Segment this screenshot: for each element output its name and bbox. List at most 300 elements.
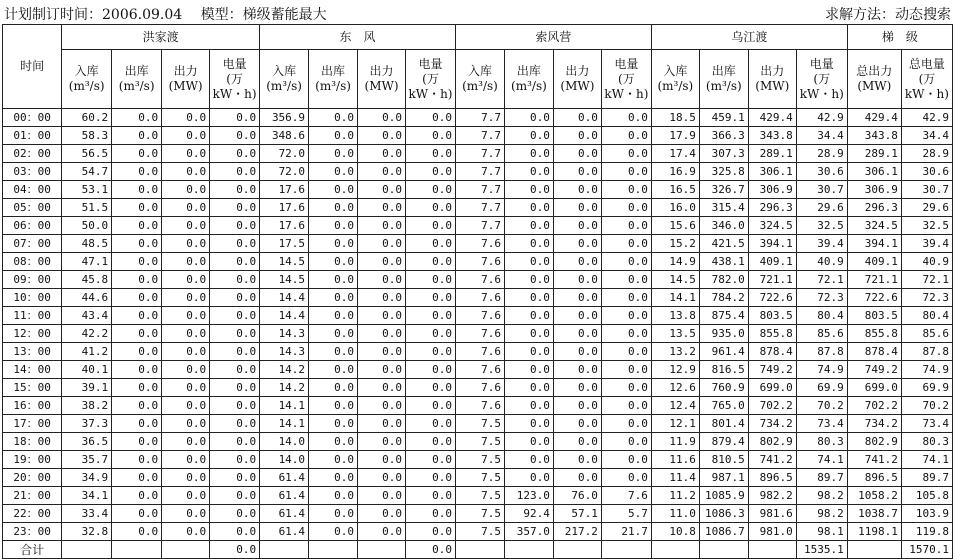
value-cell: 42.9 — [901, 109, 952, 127]
header-text: 出力 — [565, 64, 590, 78]
header-text: 入库 — [467, 64, 492, 78]
value-cell: 801.4 — [699, 415, 748, 433]
header-text: kW・h) — [212, 86, 257, 101]
value-cell: 0.0 — [112, 253, 162, 271]
time-cell: 14：00 — [3, 361, 62, 379]
value-cell: 878.4 — [748, 343, 796, 361]
header-text: 电量 — [222, 56, 247, 71]
value-cell: 0.0 — [309, 109, 358, 127]
value-cell: 802.9 — [847, 433, 901, 451]
value-cell: 80.4 — [901, 307, 952, 325]
value-cell: 0.0 — [309, 199, 358, 217]
power-header — [162, 50, 210, 109]
value-cell: 0.0 — [601, 433, 651, 451]
value-cell: 741.2 — [748, 451, 796, 469]
value-cell: 7.6 — [455, 343, 504, 361]
header-text: (MW) — [755, 79, 790, 93]
value-cell: 0.0 — [112, 199, 162, 217]
group-header-suofengying: 索风营 — [455, 25, 651, 50]
table-row — [3, 397, 953, 415]
value-cell: 0.0 — [162, 487, 210, 505]
value-cell: 0.0 — [210, 235, 260, 253]
value-cell: 0.0 — [112, 433, 162, 451]
value-cell: 0.0 — [504, 451, 553, 469]
power-header — [748, 50, 796, 109]
value-cell: 41.2 — [62, 343, 112, 361]
value-cell: 0.0 — [162, 505, 210, 523]
value-cell: 7.5 — [455, 451, 504, 469]
value-cell: 32.5 — [796, 217, 847, 235]
value-cell: 0.0 — [405, 199, 455, 217]
value-cell: 37.3 — [62, 415, 112, 433]
time-cell: 13：00 — [3, 343, 62, 361]
value-cell: 80.4 — [796, 307, 847, 325]
value-cell: 12.9 — [651, 361, 699, 379]
value-cell: 61.4 — [260, 523, 309, 541]
value-cell: 14.2 — [260, 379, 309, 397]
table-row — [3, 253, 953, 271]
value-cell: 0.0 — [112, 271, 162, 289]
value-cell: 855.8 — [847, 325, 901, 343]
value-cell: 30.6 — [796, 163, 847, 181]
value-cell: 7.7 — [455, 199, 504, 217]
value-cell: 76.0 — [553, 487, 601, 505]
value-cell: 61.4 — [260, 469, 309, 487]
header-text: 出库 — [124, 64, 149, 78]
value-cell: 0.0 — [162, 181, 210, 199]
header-text: (m³/s) — [118, 79, 155, 93]
value-cell: 0.0 — [210, 253, 260, 271]
value-cell: 34.4 — [901, 127, 952, 145]
value-cell: 0.0 — [405, 343, 455, 361]
value-cell: 734.2 — [748, 415, 796, 433]
value-cell: 0.0 — [553, 145, 601, 163]
value-cell: 0.0 — [358, 397, 406, 415]
value-cell: 987.1 — [699, 469, 748, 487]
header-text: (MW) — [857, 79, 892, 93]
value-cell: 0.0 — [504, 235, 553, 253]
value-cell: 0.0 — [553, 199, 601, 217]
value-cell: 11.6 — [651, 451, 699, 469]
value-cell: 0.0 — [112, 109, 162, 127]
inflow-header — [455, 50, 504, 109]
value-cell: 896.5 — [748, 469, 796, 487]
value-cell: 0.0 — [210, 271, 260, 289]
value-cell: 0.0 — [162, 343, 210, 361]
value-cell: 0.0 — [405, 469, 455, 487]
header-text: 出力 — [173, 64, 198, 78]
value-cell: 1198.1 — [847, 523, 901, 541]
value-cell: 803.5 — [748, 307, 796, 325]
value-cell: 803.5 — [847, 307, 901, 325]
value-cell: 981.6 — [748, 505, 796, 523]
value-cell: 0.0 — [601, 199, 651, 217]
value-cell: 296.3 — [748, 199, 796, 217]
table-row — [3, 433, 953, 451]
value-cell: 0.0 — [358, 451, 406, 469]
value-cell: 7.5 — [455, 487, 504, 505]
total-power-header — [847, 50, 901, 109]
value-cell: 0.0 — [309, 163, 358, 181]
header-text: 入库 — [272, 64, 297, 78]
value-cell: 38.2 — [62, 397, 112, 415]
table-row — [3, 469, 953, 487]
value-cell: 0.0 — [553, 415, 601, 433]
value-cell: 346.0 — [699, 217, 748, 235]
value-cell: 343.8 — [748, 127, 796, 145]
value-cell: 60.2 — [62, 109, 112, 127]
value-cell: 57.1 — [553, 505, 601, 523]
time-cell: 07：00 — [3, 235, 62, 253]
value-cell: 0.0 — [504, 163, 553, 181]
value-cell: 34.1 — [62, 487, 112, 505]
value-cell: 7.6 — [455, 271, 504, 289]
value-cell: 58.3 — [62, 127, 112, 145]
value-cell: 0.0 — [553, 379, 601, 397]
value-cell: 0.0 — [309, 307, 358, 325]
total-cell — [309, 541, 358, 559]
value-cell: 325.8 — [699, 163, 748, 181]
value-cell: 74.9 — [796, 361, 847, 379]
time-cell: 09：00 — [3, 271, 62, 289]
value-cell: 0.0 — [405, 361, 455, 379]
time-cell: 05：00 — [3, 199, 62, 217]
value-cell: 348.6 — [260, 127, 309, 145]
value-cell: 30.6 — [901, 163, 952, 181]
value-cell: 699.0 — [847, 379, 901, 397]
value-cell: 11.2 — [651, 487, 699, 505]
value-cell: 0.0 — [601, 145, 651, 163]
value-cell: 0.0 — [504, 217, 553, 235]
value-cell: 421.5 — [699, 235, 748, 253]
value-cell: 18.5 — [651, 109, 699, 127]
value-cell: 39.4 — [796, 235, 847, 253]
method-label: 求解方法：动态搜索 — [825, 7, 951, 23]
value-cell: 0.0 — [210, 397, 260, 415]
header-text: (万 — [226, 71, 243, 86]
value-cell: 7.7 — [455, 217, 504, 235]
value-cell: 0.0 — [309, 253, 358, 271]
table-row — [3, 199, 953, 217]
table-row — [3, 487, 953, 505]
time-cell: 20：00 — [3, 469, 62, 487]
value-cell: 12.1 — [651, 415, 699, 433]
value-cell: 0.0 — [210, 415, 260, 433]
value-cell: 10.8 — [651, 523, 699, 541]
header-text: 入库 — [74, 64, 99, 78]
value-cell: 0.0 — [112, 217, 162, 235]
value-cell: 73.4 — [901, 415, 952, 433]
value-cell: 0.0 — [162, 325, 210, 343]
value-cell: 74.1 — [901, 451, 952, 469]
value-cell: 72.0 — [260, 145, 309, 163]
value-cell: 0.0 — [553, 289, 601, 307]
value-cell: 0.0 — [504, 145, 553, 163]
value-cell: 0.0 — [504, 325, 553, 343]
total-cell — [62, 541, 112, 559]
time-cell: 11：00 — [3, 307, 62, 325]
value-cell: 0.0 — [553, 235, 601, 253]
value-cell: 89.7 — [796, 469, 847, 487]
time-cell: 06：00 — [3, 217, 62, 235]
value-cell: 0.0 — [358, 235, 406, 253]
group-header-dongfeng: 东 风 — [260, 25, 456, 50]
value-cell: 14.5 — [260, 271, 309, 289]
value-cell: 0.0 — [553, 181, 601, 199]
value-cell: 0.0 — [358, 523, 406, 541]
value-cell: 28.9 — [901, 145, 952, 163]
value-cell: 29.6 — [796, 199, 847, 217]
value-cell: 74.1 — [796, 451, 847, 469]
inflow-header — [260, 50, 309, 109]
value-cell: 70.2 — [901, 397, 952, 415]
value-cell: 0.0 — [553, 343, 601, 361]
value-cell: 0.0 — [309, 235, 358, 253]
value-cell: 306.9 — [748, 181, 796, 199]
table-row — [3, 505, 953, 523]
value-cell: 0.0 — [210, 127, 260, 145]
value-cell: 1058.2 — [847, 487, 901, 505]
inflow-header — [651, 50, 699, 109]
value-cell: 80.3 — [796, 433, 847, 451]
value-cell: 0.0 — [309, 181, 358, 199]
value-cell: 343.8 — [847, 127, 901, 145]
value-cell: 0.0 — [162, 361, 210, 379]
value-cell: 0.0 — [504, 307, 553, 325]
model-label: 模型：梯级蓄能最大 — [200, 7, 327, 23]
value-cell: 14.0 — [260, 451, 309, 469]
value-cell: 0.0 — [504, 271, 553, 289]
value-cell: 0.0 — [358, 433, 406, 451]
value-cell: 1086.7 — [699, 523, 748, 541]
total-cell — [651, 541, 699, 559]
time-cell: 18：00 — [3, 433, 62, 451]
value-cell: 0.0 — [162, 235, 210, 253]
total-row — [3, 541, 953, 559]
header-text: (万 — [422, 71, 439, 86]
value-cell: 721.1 — [847, 271, 901, 289]
value-cell: 0.0 — [309, 289, 358, 307]
header-text: 总出力 — [856, 64, 893, 78]
value-cell: 459.1 — [699, 109, 748, 127]
value-cell: 7.6 — [455, 253, 504, 271]
value-cell: 0.0 — [358, 307, 406, 325]
value-cell: 734.2 — [847, 415, 901, 433]
value-cell: 0.0 — [601, 271, 651, 289]
value-cell: 0.0 — [358, 271, 406, 289]
value-cell: 0.0 — [553, 127, 601, 145]
value-cell: 14.0 — [260, 433, 309, 451]
value-cell: 217.2 — [553, 523, 601, 541]
value-cell: 14.2 — [260, 361, 309, 379]
value-cell: 0.0 — [504, 379, 553, 397]
value-cell: 306.1 — [748, 163, 796, 181]
value-cell: 0.0 — [504, 361, 553, 379]
table-row — [3, 181, 953, 199]
value-cell: 0.0 — [162, 289, 210, 307]
value-cell: 409.1 — [748, 253, 796, 271]
value-cell: 741.2 — [847, 451, 901, 469]
value-cell: 14.1 — [260, 397, 309, 415]
value-cell: 0.0 — [601, 307, 651, 325]
value-cell: 1085.9 — [699, 487, 748, 505]
value-cell: 16.9 — [651, 163, 699, 181]
value-cell: 0.0 — [405, 271, 455, 289]
value-cell: 69.9 — [901, 379, 952, 397]
value-cell: 119.8 — [901, 523, 952, 541]
value-cell: 0.0 — [210, 361, 260, 379]
value-cell: 7.6 — [455, 397, 504, 415]
value-cell: 0.0 — [358, 487, 406, 505]
value-cell: 0.0 — [309, 271, 358, 289]
value-cell: 7.6 — [455, 379, 504, 397]
value-cell: 699.0 — [748, 379, 796, 397]
value-cell: 0.0 — [553, 361, 601, 379]
value-cell: 0.0 — [309, 217, 358, 235]
value-cell: 0.0 — [112, 181, 162, 199]
table-row — [3, 361, 953, 379]
value-cell: 16.5 — [651, 181, 699, 199]
table-row — [3, 343, 953, 361]
value-cell: 0.0 — [112, 451, 162, 469]
value-cell: 48.5 — [62, 235, 112, 253]
value-cell: 0.0 — [405, 415, 455, 433]
value-cell: 17.6 — [260, 217, 309, 235]
value-cell: 0.0 — [405, 163, 455, 181]
value-cell: 0.0 — [309, 415, 358, 433]
time-cell: 00：00 — [3, 109, 62, 127]
value-cell: 0.0 — [504, 127, 553, 145]
value-cell: 429.4 — [847, 109, 901, 127]
time-header: 时间 — [3, 25, 62, 109]
value-cell: 0.0 — [210, 343, 260, 361]
value-cell: 14.1 — [260, 415, 309, 433]
value-cell: 0.0 — [112, 235, 162, 253]
value-cell: 0.0 — [210, 163, 260, 181]
value-cell: 0.0 — [601, 343, 651, 361]
value-cell: 0.0 — [405, 433, 455, 451]
value-cell: 0.0 — [112, 307, 162, 325]
value-cell: 0.0 — [504, 397, 553, 415]
value-cell: 0.0 — [358, 109, 406, 127]
total-cell — [455, 541, 504, 559]
value-cell: 0.0 — [162, 271, 210, 289]
value-cell: 357.0 — [504, 523, 553, 541]
value-cell: 0.0 — [358, 505, 406, 523]
header-text: 电量 — [418, 56, 443, 71]
value-cell: 0.0 — [112, 397, 162, 415]
value-cell: 15.6 — [651, 217, 699, 235]
value-cell: 0.0 — [601, 235, 651, 253]
time-cell: 04：00 — [3, 181, 62, 199]
header-text: 出力 — [369, 64, 394, 78]
value-cell: 782.0 — [699, 271, 748, 289]
value-cell: 749.2 — [748, 361, 796, 379]
total-energy-header — [901, 50, 952, 109]
value-cell: 0.0 — [162, 469, 210, 487]
total-cell — [260, 541, 309, 559]
value-cell: 0.0 — [309, 487, 358, 505]
value-cell: 961.4 — [699, 343, 748, 361]
value-cell: 80.3 — [901, 433, 952, 451]
value-cell: 0.0 — [112, 145, 162, 163]
total-cell — [162, 541, 210, 559]
value-cell: 0.0 — [309, 397, 358, 415]
value-cell: 72.3 — [796, 289, 847, 307]
value-cell: 306.1 — [847, 163, 901, 181]
value-cell: 73.4 — [796, 415, 847, 433]
value-cell: 28.9 — [796, 145, 847, 163]
value-cell: 0.0 — [309, 361, 358, 379]
value-cell: 0.0 — [162, 109, 210, 127]
value-cell: 0.0 — [309, 505, 358, 523]
value-cell: 722.6 — [748, 289, 796, 307]
value-cell: 0.0 — [358, 163, 406, 181]
value-cell: 44.6 — [62, 289, 112, 307]
value-cell: 0.0 — [162, 415, 210, 433]
value-cell: 7.6 — [455, 307, 504, 325]
value-cell: 0.0 — [553, 433, 601, 451]
value-cell: 324.5 — [748, 217, 796, 235]
value-cell: 14.3 — [260, 325, 309, 343]
value-cell: 0.0 — [112, 523, 162, 541]
value-cell: 0.0 — [601, 379, 651, 397]
total-cell — [112, 541, 162, 559]
value-cell: 36.5 — [62, 433, 112, 451]
value-cell: 0.0 — [358, 199, 406, 217]
value-cell: 879.4 — [699, 433, 748, 451]
value-cell: 12.4 — [651, 397, 699, 415]
value-cell: 0.0 — [405, 253, 455, 271]
total-cell: 0.0 — [210, 541, 260, 559]
value-cell: 0.0 — [358, 325, 406, 343]
value-cell: 17.6 — [260, 199, 309, 217]
value-cell: 0.0 — [210, 433, 260, 451]
value-cell: 0.0 — [405, 217, 455, 235]
value-cell: 7.5 — [455, 469, 504, 487]
value-cell: 11.0 — [651, 505, 699, 523]
total-label: 合计 — [3, 541, 62, 559]
total-cell — [699, 541, 748, 559]
value-cell: 43.4 — [62, 307, 112, 325]
outflow-header — [309, 50, 358, 109]
energy-header — [210, 50, 260, 109]
value-cell: 29.6 — [901, 199, 952, 217]
plan-info — [4, 4, 327, 24]
value-cell: 0.0 — [601, 289, 651, 307]
value-cell: 0.0 — [553, 451, 601, 469]
value-cell: 749.2 — [847, 361, 901, 379]
time-cell: 17：00 — [3, 415, 62, 433]
value-cell: 7.6 — [455, 289, 504, 307]
value-cell: 0.0 — [504, 181, 553, 199]
value-cell: 69.9 — [796, 379, 847, 397]
value-cell: 7.5 — [455, 523, 504, 541]
value-cell: 0.0 — [210, 523, 260, 541]
value-cell: 40.9 — [796, 253, 847, 271]
value-cell: 0.0 — [162, 163, 210, 181]
group-header-cascade: 梯 级 — [847, 25, 952, 50]
time-cell: 16：00 — [3, 397, 62, 415]
value-cell: 0.0 — [210, 451, 260, 469]
value-cell: 34.9 — [62, 469, 112, 487]
header-text: 出库 — [516, 64, 541, 78]
value-cell: 0.0 — [112, 505, 162, 523]
value-cell: 50.0 — [62, 217, 112, 235]
value-cell: 15.2 — [651, 235, 699, 253]
value-cell: 0.0 — [162, 307, 210, 325]
value-cell: 85.6 — [901, 325, 952, 343]
